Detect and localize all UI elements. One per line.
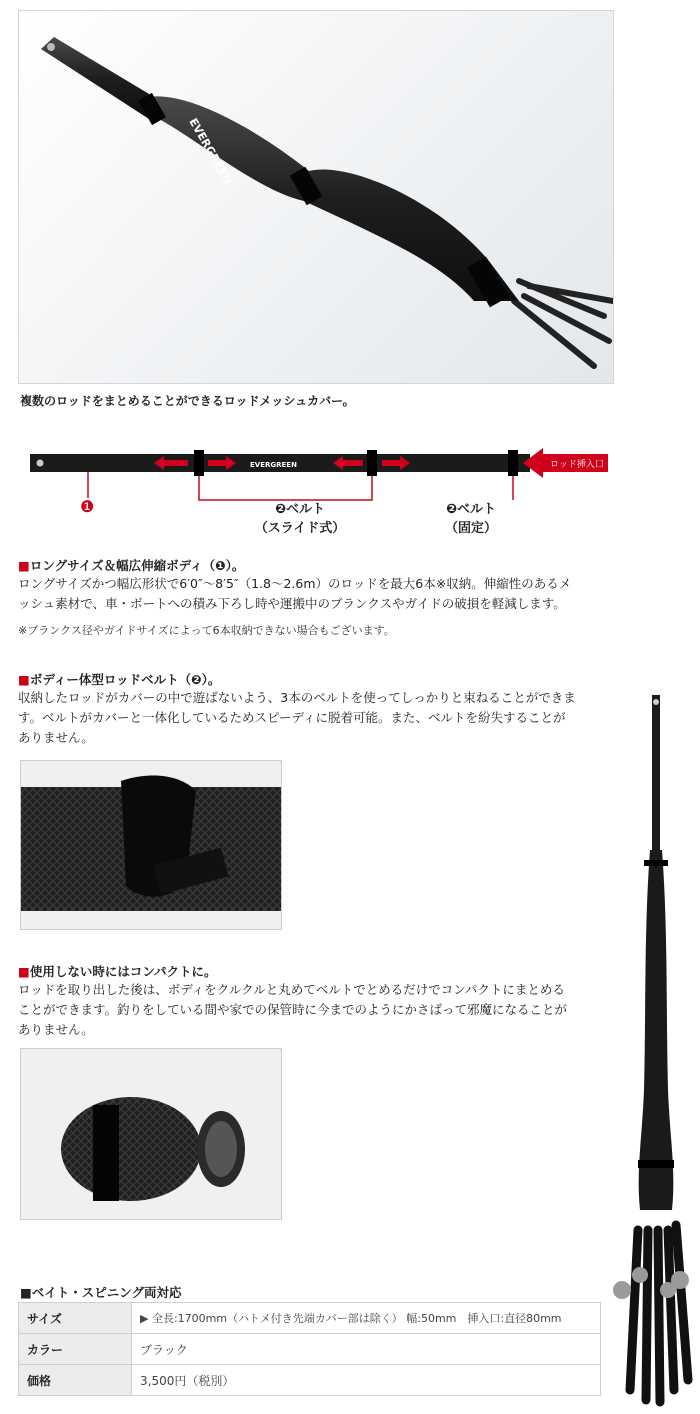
section3-body	[18, 980, 603, 1040]
side-cover-body	[639, 850, 674, 1210]
diagram-belt-fixed	[508, 450, 518, 476]
rolled-mesh-end	[205, 1121, 237, 1177]
rod-cover-illustration	[19, 11, 613, 383]
side-rod-handles	[630, 1225, 688, 1402]
side-grommet	[653, 699, 659, 705]
spec-row-price	[19, 1365, 601, 1396]
spec-value: ブラック	[132, 1334, 601, 1365]
diagram-belt-slide-2	[367, 450, 377, 476]
insert-label: ロッド挿入口	[550, 460, 604, 470]
section2-line1: 収納したロッドがカバーの中で遊ばないよう、3本のベルトを使ってしっかりと束ねることができま	[18, 690, 576, 705]
side-cover-tip	[652, 695, 660, 855]
spec-heading: ■ベイト・スピニング両対応	[20, 1285, 182, 1300]
section2-title: ■ボディー体型ロッドベルト（❷）。	[18, 672, 221, 687]
logo-text: EVERGREEN	[186, 116, 235, 187]
structure-diagram	[18, 440, 618, 540]
section1-title: ■ロングサイズ＆幅広伸縮ボディ（❶）。	[18, 558, 245, 573]
diagram-belt-slide-1	[194, 450, 204, 476]
side-belt-2	[638, 1160, 674, 1168]
grommet	[47, 43, 55, 51]
section2-line2: す。ベルトがカバーと一体化しているためスピーディに脱着可能。また、ベルトを紛失することが	[18, 710, 566, 725]
rolled-belt	[93, 1105, 119, 1201]
section1-body	[18, 574, 603, 614]
section2-body	[18, 688, 603, 748]
section3-title-text: 使用しない時にはコンパクトに。	[29, 964, 217, 979]
compact-rolled-photo	[20, 1048, 282, 1220]
spec-label: カラー	[19, 1334, 132, 1365]
section1-note: ※ブランクス径やガイドサイズによって6本収納できない場合もございます。	[18, 624, 395, 637]
section2-line3: ありません。	[18, 730, 94, 745]
rolled-body	[61, 1097, 201, 1201]
label-belt-fixed-line1: ❷ベルト	[445, 502, 496, 517]
diagram-grommet	[37, 460, 44, 467]
section3-line1: ロッドを取り出した後は、ボディをクルクルと丸めてベルトでとめるだけでコンパクトにまとめる	[18, 982, 565, 997]
label-belt-slide-line1: ❷ベルト	[274, 502, 325, 517]
spec-row-size	[19, 1303, 601, 1334]
spec-value: ▶ 全長:1700mm（ハトメ付き先端カバー部は除く） 幅:50mm 挿入口:直径80mm	[132, 1303, 601, 1334]
leader-lines	[88, 472, 513, 500]
diagram-logo: EVERGREEN	[250, 461, 297, 469]
hero-product-photo	[18, 10, 614, 384]
side-product-photo	[600, 690, 700, 1410]
section3-line3: ありません。	[18, 1022, 94, 1037]
side-belt-1	[644, 860, 668, 866]
section1-line2: ッシュ素材で、車・ボートへの積み下ろし時や運搬中のブランクスやガイドの破損を軽減します。	[18, 596, 566, 611]
belt-closeup-photo	[20, 760, 282, 930]
section2-title-text: ボディー体型ロッドベルト（❷）。	[29, 672, 221, 687]
label-belt-slide	[240, 498, 360, 536]
spec-row-color	[19, 1334, 601, 1365]
section3-line2: ことができます。釣りをしている間や家での保管時に今までのようにかさばって邪魔になることが	[18, 1002, 568, 1017]
section3-title: ■使用しない時にはコンパクトに。	[18, 964, 217, 979]
spec-value: 3,500円（税別）	[132, 1365, 601, 1396]
spec-label: 価格	[19, 1365, 132, 1396]
section1-title-text: ロングサイズ＆幅広伸縮ボディ（❶）。	[29, 558, 245, 573]
spec-table	[18, 1302, 601, 1396]
section1-line1: ロングサイズかつ幅広形状で6′0″～8′5″（1.8～2.6m）のロッドを最大6本※収納。伸縮性のあるメ	[18, 576, 572, 591]
spec-label: サイズ	[19, 1303, 132, 1334]
marker-1: ❶	[80, 497, 95, 516]
label-belt-slide-line2: （スライド式）	[254, 521, 346, 536]
label-belt-fixed-line2: （固定）	[444, 521, 497, 536]
rods	[514, 281, 613, 366]
photo-caption: 複数のロッドをまとめることができるロッドメッシュカバー。	[20, 394, 355, 408]
label-belt-fixed	[426, 498, 516, 536]
